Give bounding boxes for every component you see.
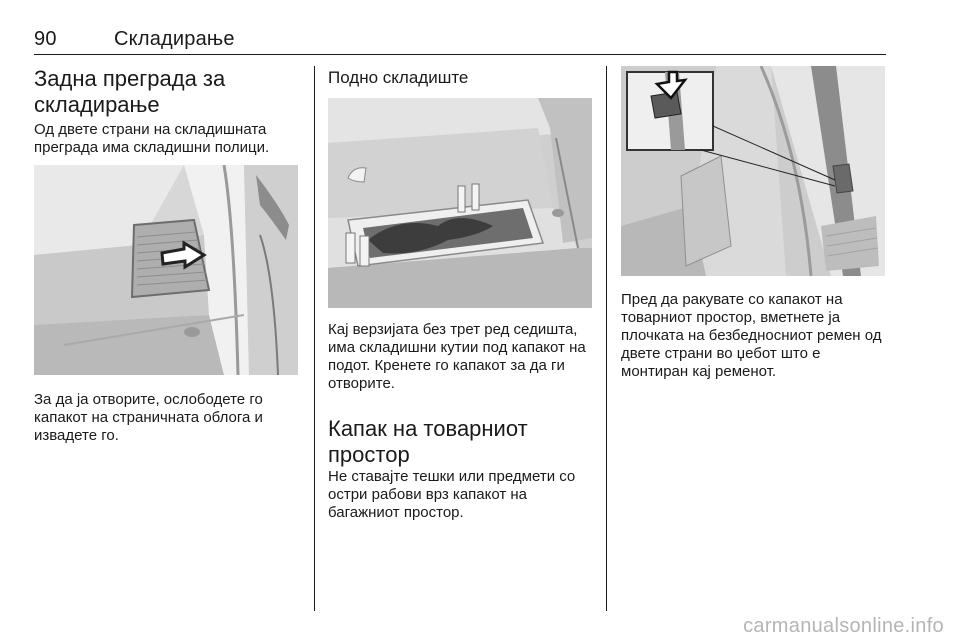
section-heading-load-cover: Капак на товарниот простор xyxy=(328,416,528,467)
chapter-title: Складирање xyxy=(114,28,235,50)
side-storage-compartment-illustration xyxy=(34,165,298,375)
load-cover-warning-paragraph: Не ставајте тешки или предмети со остри рабови врз капакот на багажниот простор. xyxy=(328,468,576,521)
watermark: carmanualsonline.info xyxy=(743,615,944,637)
floor-storage-figure xyxy=(328,98,592,308)
intro-paragraph: Од двете страни на складишната преграда има складишни полици. xyxy=(34,121,270,156)
section-heading-floor-storage: Подно складиште xyxy=(328,68,469,87)
floor-storage-illustration xyxy=(328,98,592,308)
side-storage-caption: За да ја отворите, ослободете го капакот на страничната облога и извадете го. xyxy=(34,391,263,444)
column-divider-2 xyxy=(606,66,607,611)
column-divider-1 xyxy=(314,66,315,611)
seat-belt-paragraph: Пред да ракувате со капакот на товарниот простор, вметнете ја плочката на безбедносниот ремен од двете страни во џебот што е монтиран кај ременот. xyxy=(621,291,882,380)
section-heading-rear-storage: Задна преграда за складирање xyxy=(34,66,226,117)
seat-belt-figure xyxy=(621,66,885,276)
seat-belt-latch-plate-illustration xyxy=(621,66,885,276)
page-number: 90 xyxy=(34,28,57,50)
header-rule xyxy=(34,54,886,55)
side-storage-figure xyxy=(34,165,298,375)
floor-storage-paragraph: Кај верзијата без трет ред седишта, има складишни кутии под капакот на подот. Кренете го капакот за да ги отворите. xyxy=(328,321,586,392)
